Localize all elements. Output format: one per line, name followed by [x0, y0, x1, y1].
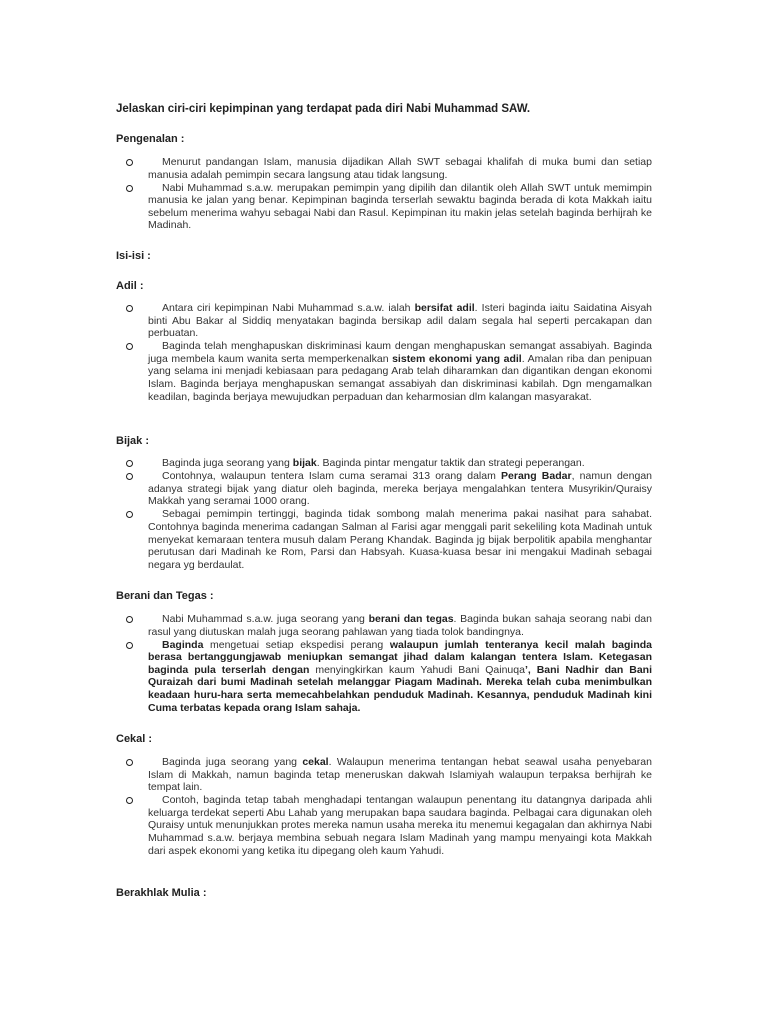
list-item: Baginda mengetuai setiap ekspedisi perang walaupun jumlah tenteranya kecil malah baginda berasa bertanggungjawab meniupkan semangat jihad dalam kalangan tentera Islam. Ketegasan baginda pula terserlah dengan menyingkirkan kaum Yahudi Bani Qainuqa’, Bani Nadhir dan Bani Quraizah dari bumi Madinah setelah melanggar Piagam Madinah. Mereka telah cuba menimbulkan keadaan huru-hara serta memecahbelahkan penduduk Madinah. Kesannya, penduduk Madinah kini Cuma terbatas kepada orang Islam sahaja.	[116, 639, 652, 715]
circle-bullet-icon	[126, 159, 133, 166]
circle-bullet-icon	[126, 343, 133, 350]
circle-bullet-icon	[126, 305, 133, 312]
heading-pengenalan: Pengenalan :	[116, 133, 185, 145]
heading-bijak: Bijak :	[116, 435, 150, 447]
section-pengenalan	[116, 156, 652, 233]
heading-adil: Adil :	[116, 280, 144, 292]
circle-bullet-icon	[126, 759, 133, 766]
circle-bullet-icon	[126, 460, 133, 467]
circle-bullet-icon	[126, 473, 133, 480]
heading-cekal: Cekal :	[116, 733, 153, 745]
circle-bullet-icon	[126, 797, 133, 804]
list-item: Nabi Muhammad s.a.w. merupakan pemimpin yang dipilih dan dilantik oleh Allah SWT untuk memimpin manusia ke jalan yang benar. Kepimpinan baginda terserlah sewaktu baginda berada di kota Makkah iaitu sebelum menerima wahyu sebagai Nabi dan Rasul. Kepimpinan itu makin jelas setelah baginda berhijrah ke Madinah.	[116, 182, 652, 232]
circle-bullet-icon	[126, 616, 133, 623]
section-bijak	[116, 457, 652, 572]
list-item: Antara ciri kepimpinan Nabi Muhammad s.a.w. ialah bersifat adil. Isteri baginda iaitu Saidatina Aisyah binti Abu Bakar al Siddiq menyatakan baginda bersikap adil dalam segala hal seperti percakapan dan perbuatan.	[116, 302, 652, 340]
document-title: Jelaskan ciri-ciri kepimpinan yang terdapat pada diri Nabi Muhammad SAW.	[116, 103, 531, 115]
circle-bullet-icon	[126, 642, 133, 649]
list-item: Baginda juga seorang yang cekal. Walaupun menerima tentangan hebat seawal usaha penyebaran Islam di Makkah, namun baginda tetap meneruskan dakwah Islamiyah walaupun terpaksa berhijrah ke tempat lain.	[116, 756, 652, 794]
heading-berani-dan-tegas: Berani dan Tegas :	[116, 590, 214, 602]
heading-berakhlak-mulia: Berakhlak Mulia :	[116, 887, 207, 899]
heading-isi-isi: Isi-isi :	[116, 250, 151, 262]
circle-bullet-icon	[126, 511, 133, 518]
section-cekal	[116, 756, 652, 858]
list-item: Contohnya, walaupun tentera Islam cuma seramai 313 orang dalam Perang Badar, namun dengan adanya strategi bijak yang diatur oleh baginda, mereka berjaya mengalahkan tentera Musyrikin/Quraisy Makkah yang seramai 1000 orang.	[116, 470, 652, 508]
list-item: Baginda telah menghapuskan diskriminasi kaum dengan menghapuskan semangat assabiyah. Baginda juga membela kaum wanita serta memperkenalkan sistem ekonomi yang adil. Amalan riba dan penipuan yang selama ini menjadi kebiasaan para pedagang Arab telah diharamkan dan digantikan dengan ekonomi Islam. Baginda berjaya menghapuskan semangat assabiyah dan diskriminasi kabilah. Dgn mengamalkan keadilan, baginda berjaya mewujudkan perpaduan dan keharmosian dlm kalangan masyarakat.	[116, 340, 652, 403]
list-item: Baginda juga seorang yang bijak. Baginda pintar mengatur taktik dan strategi peperangan.	[116, 457, 652, 470]
list-item: Nabi Muhammad s.a.w. juga seorang yang berani dan tegas. Baginda bukan sahaja seorang nabi dan rasul yang diutuskan malah juga seorang pahlawan yang tiada tolok bandingnya.	[116, 613, 652, 638]
list-item: Contoh, baginda tetap tabah menghadapi tentangan walaupun penentang itu datangnya daripada ahli keluarga terdekat seperti Abu Lahab yang merupakan bapa saudara baginda. Pelbagai cara digunakan oleh Quraisy untuk menunjukkan protes mereka namun usaha mereka itu menemui kegagalan dan akhirnya Nabi Muhammad s.a.w. berjaya membina sebuah negara Islam Madinah yang mampu menyaingi kota Makkah dari aspek ekonomi yang ketika itu dipegang oleh kaum Yahudi.	[116, 794, 652, 857]
circle-bullet-icon	[126, 185, 133, 192]
section-adil	[116, 302, 652, 404]
list-item: Sebagai pemimpin tertinggi, baginda tidak sombong malah menerima pakai nasihat para sahabat. Contohnya baginda menerima cadangan Salman al Farisi agar menggali parit sekeliling kota Madinah untuk menyekat kemaraan tentera musuh dalam Perang Khandak. Baginda jg bijak berpolitik apabila menghantar perutusan dari Madinah ke Rom, Parsi dan Habsyah. Kuasa-kuasa besar ini mengakui Madinah sebagai negara yg berdaulat.	[116, 508, 652, 571]
list-item: Menurut pandangan Islam, manusia dijadikan Allah SWT sebagai khalifah di muka bumi dan setiap manusia adalah pemimpin secara langsung atau tidak langsung.	[116, 156, 652, 181]
section-berani-dan-tegas	[116, 613, 652, 715]
